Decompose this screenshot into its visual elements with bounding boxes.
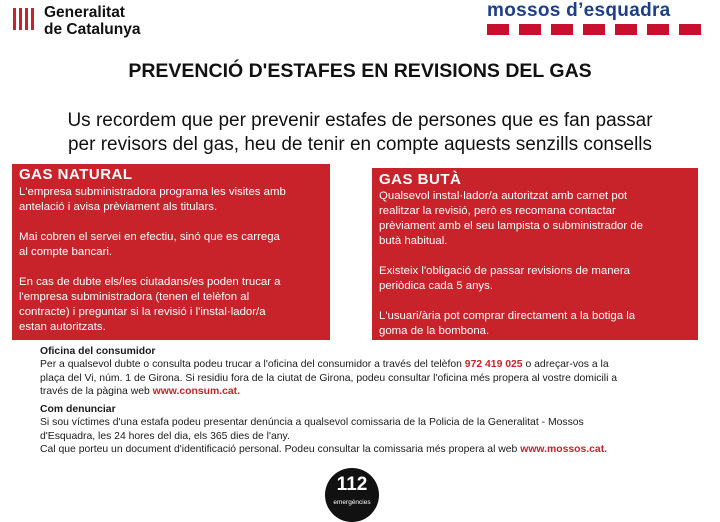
text-line: al compte bancari. xyxy=(19,246,113,258)
text-line xyxy=(40,385,617,398)
text-line xyxy=(379,294,695,309)
text-line: Qualsevol instal·lador/a autoritzat amb carnet pot xyxy=(379,190,628,202)
text-line: butà habitual. xyxy=(379,235,448,247)
text-line: antelació i avisa prèviament als titulars. xyxy=(19,201,218,213)
mossos-web-link[interactable]: www.mossos.cat. xyxy=(520,444,608,456)
text-line: L'empresa subministradora programa les visites amb xyxy=(19,186,286,198)
generalitat-line1: Generalitat xyxy=(44,4,125,21)
text-line: estan autoritzats. xyxy=(19,321,106,333)
senyera-emblem-icon xyxy=(10,6,36,32)
consumer-office-section xyxy=(40,345,617,399)
consumer-office-heading: Oficina del consumidor xyxy=(40,346,156,357)
gas-natural-text xyxy=(19,185,325,335)
gas-buta-box xyxy=(372,168,698,340)
text-line: prèviament amb el seu lampista o subministrador de xyxy=(379,220,644,232)
generalitat-line2: de Catalunya xyxy=(44,21,141,38)
text-span: través de la pàgina web xyxy=(40,386,153,398)
gas-buta-text xyxy=(379,189,695,339)
text-line: d'Esquadra, les 24 hores del dia, els 365 dies de l'any. xyxy=(40,430,290,442)
text-line: Mai cobren el servei en efectiu, sinó que es carrega xyxy=(19,231,280,243)
consum-web-link[interactable]: www.consum.cat. xyxy=(152,386,241,398)
text-line: goma de la bombona. xyxy=(379,325,490,337)
text-line xyxy=(379,249,695,264)
text-line: En cas de dubte els/les ciutadans/es poden trucar a xyxy=(19,276,281,288)
text-line: l'empresa subministradora (tenen el telèfon al xyxy=(19,291,250,303)
consumer-phone: 972 419 025 xyxy=(464,359,523,371)
gas-buta-heading: GAS BUTÀ xyxy=(379,171,462,188)
gas-natural-heading: GAS NATURAL xyxy=(19,166,133,183)
text-line: Si sou víctimes d'una estafa podeu presentar denúncia a qualsevol comissaria de la Policia de la Generalitat - Mossos xyxy=(40,417,584,429)
text-line: contracte) i preguntar si la revisió i l'instal·lador/a xyxy=(19,306,266,318)
mossos-wordmark: mossos d’esquadra xyxy=(487,0,671,21)
report-section xyxy=(40,403,607,457)
intro-text xyxy=(0,109,720,157)
text-line: plaça del Vi, núm. 1 de Girona. Si residiu fora de la ciutat de Girona, podeu consultar l'oficina més propera al vostre domicili a xyxy=(40,372,618,384)
text-line: L'usuari/ària pot comprar directament a la botiga la xyxy=(379,310,636,322)
emergency-number: 112 xyxy=(336,474,368,495)
text-span: Cal que porteu un document d'identificació personal. Podeu consultar la comissaria més propera al web xyxy=(40,444,521,456)
report-heading: Com denunciar xyxy=(40,404,116,415)
intro-line: Us recordem que per prevenir estafes de persones que es fan passar xyxy=(67,110,653,131)
text-line: Existeix l'obligació de passar revisions de manera xyxy=(379,265,630,277)
mossos-stripes-icon xyxy=(487,24,717,36)
text-span: Per a qualsevol dubte o consulta podeu trucar a l'oficina del consumidor a través del telèfon xyxy=(40,359,465,371)
text-line: realitzar la revisió, però es recomana contactar xyxy=(379,205,616,217)
text-span: o adreçar-vos a la xyxy=(522,359,609,371)
intro-line: per revisors del gas, heu de tenir en compte aquests senzills consells xyxy=(67,134,653,155)
text-line xyxy=(40,443,607,456)
text-line xyxy=(19,215,325,230)
page-title: PREVENCIÓ D'ESTAFES EN REVISIONS DEL GAS xyxy=(128,60,592,82)
generalitat-wordmark xyxy=(44,4,140,38)
gas-natural-box xyxy=(12,164,330,340)
emergency-label: emergències xyxy=(333,499,371,506)
text-line: periòdica cada 5 anys. xyxy=(379,280,493,292)
text-line xyxy=(40,358,617,371)
text-line xyxy=(19,260,325,275)
